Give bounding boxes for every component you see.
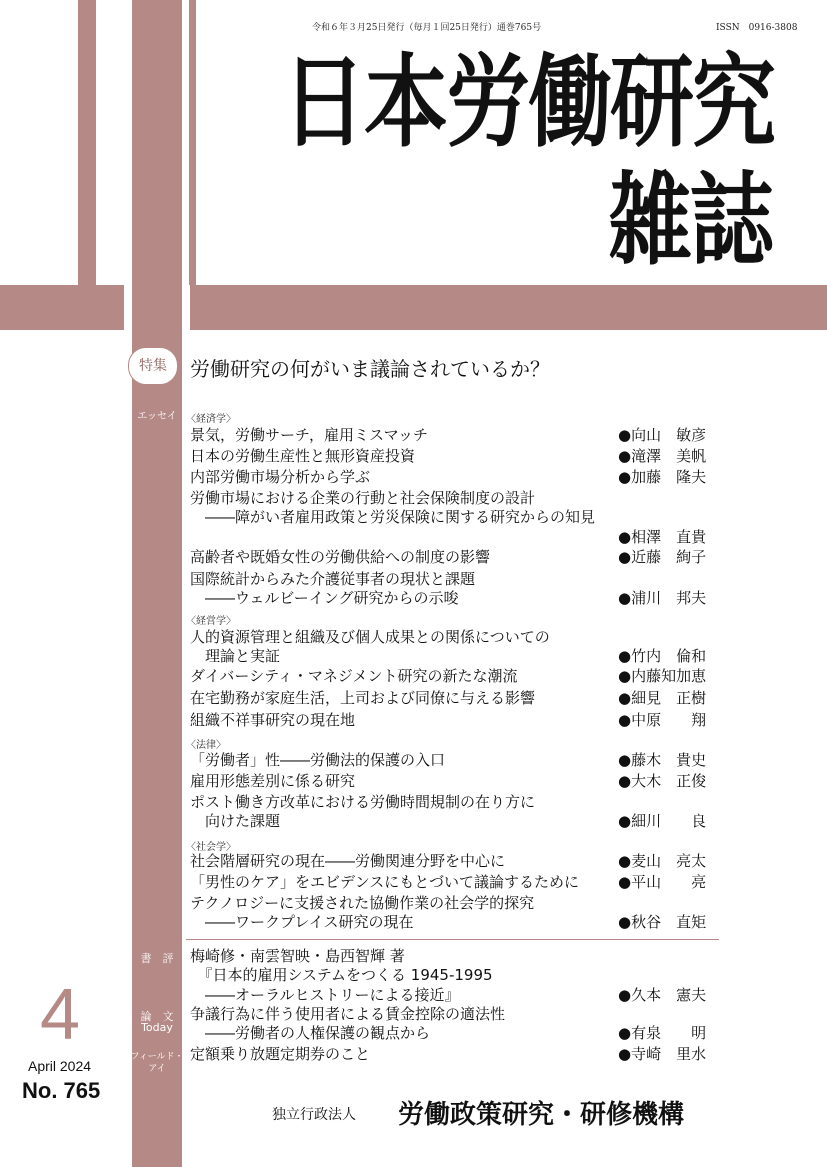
section-label-essay: エッセイ xyxy=(137,411,177,422)
center-vertical-bar xyxy=(132,0,182,1167)
feature-badge xyxy=(128,347,178,385)
category-management: 〈経営学〉 xyxy=(186,616,236,627)
horizontal-bar-gap-2 xyxy=(182,285,190,330)
section-divider xyxy=(186,939,719,940)
section-label-book-review: 書 評 xyxy=(140,952,174,965)
feature-badge-label: 特集 xyxy=(139,358,167,374)
horizontal-bar-right xyxy=(190,285,827,330)
publisher-name: 労働政策研究・研修機構 xyxy=(398,1100,685,1130)
section-label-field-1: フィールド・ xyxy=(130,1052,184,1062)
category-economics: 〈経済学〉 xyxy=(186,414,236,425)
feature-title: 労働研究の何がいま議論されているか？ xyxy=(190,357,550,381)
horizontal-bar-left xyxy=(0,285,124,330)
issue-month: April 2024 xyxy=(28,1058,92,1074)
section-label-paper-1: 論 文 xyxy=(140,1010,174,1023)
section-label-paper-2: Today xyxy=(141,1021,173,1034)
category-law: 〈法律〉 xyxy=(186,740,226,751)
issue-no: No. 765 xyxy=(22,1078,101,1103)
horizontal-bar-gap xyxy=(124,285,132,330)
publisher-prefix: 独立行政法人 xyxy=(272,1107,356,1123)
category-sociology: 〈社会学〉 xyxy=(186,842,236,853)
section-label-field-2: アイ xyxy=(148,1064,166,1074)
journal-title-line2: 雑誌 xyxy=(608,161,773,279)
right-vertical-bar xyxy=(189,0,196,290)
issue-number: 4 xyxy=(40,975,81,1055)
journal-title-line1: 日本労働研究 xyxy=(282,43,775,161)
issue-date-line: 令和６年３月25日発行（毎月１回25日発行）通巻765号 xyxy=(312,23,542,33)
left-vertical-bar xyxy=(78,0,96,290)
issn: ISSN 0916-3808 xyxy=(716,23,798,33)
